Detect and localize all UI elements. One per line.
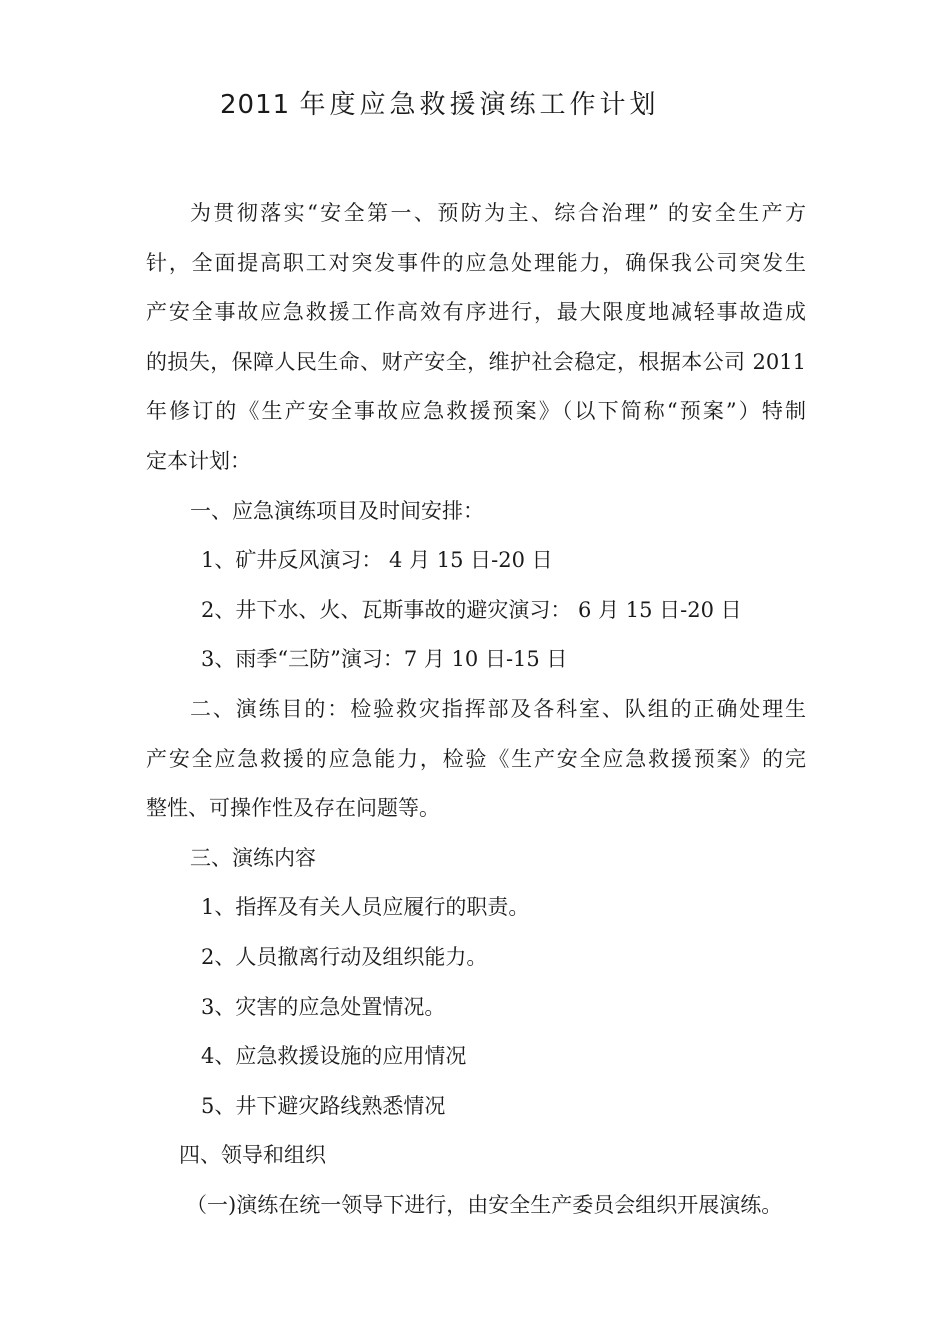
paragraph-line: 产安全应急救援的应急能力，检验《生产安全应急救援预案》的完 <box>146 746 806 771</box>
title-year: 2011 <box>220 90 291 120</box>
paragraph-line: 为贯彻落实“安全第一、预防为主、综合治理” 的安全生产方 <box>190 201 806 225</box>
paragraph-line: 整性、可操作性及存在问题等。 <box>146 796 440 821</box>
list-item: 4、应急救援设施的应用情况 <box>201 1044 467 1069</box>
list-item: 3、灾害的应急处置情况。 <box>201 994 446 1019</box>
list-item: 2、井下水、火、瓦斯事故的避灾演习： 6 月 15 日-20 日 <box>201 597 742 622</box>
paragraph-line: 年修订的《生产安全事故应急救援预案》（以下简称“预案”）特制 <box>146 399 806 424</box>
list-item: 2、人员撤离行动及组织能力。 <box>201 944 488 969</box>
paragraph-line: 定本计划： <box>146 448 251 473</box>
list-item: 1、矿井反风演习： 4 月 15 日-20 日 <box>201 548 553 573</box>
section-heading-4: 四、领导和组织 <box>179 1143 326 1168</box>
paragraph-line: 针，全面提高职工对突发事件的应急处理能力，确保我公司突发生 <box>146 250 806 275</box>
section-heading-1: 一、应急演练项目及时间安排： <box>190 498 484 523</box>
list-item: 5、井下避灾路线熟悉情况 <box>201 1093 446 1118</box>
document-title <box>220 84 659 121</box>
section-heading-2: 二、演练目的：检验救灾指挥部及各科室、队组的正确处理生 <box>190 696 806 721</box>
paragraph-line: 的损失，保障人民生命、财产安全，维护社会稳定，根据本公司 2011 <box>146 349 806 374</box>
document-body <box>146 193 806 1234</box>
paragraph-line: （一)演练在统一领导下进行，由安全生产委员会组织开展演练。 <box>186 1192 783 1217</box>
title-text: 年度应急救援演练工作计划 <box>299 90 660 120</box>
paragraph-line: 产安全事故应急救援工作高效有序进行，最大限度地减轻事故造成 <box>146 300 806 325</box>
list-item: 3、雨季“三防”演习：7 月 10 日-15 日 <box>201 647 568 672</box>
section-heading-3: 三、演练内容 <box>190 845 316 870</box>
list-item: 1、指挥及有关人员应履行的职责。 <box>201 895 530 920</box>
